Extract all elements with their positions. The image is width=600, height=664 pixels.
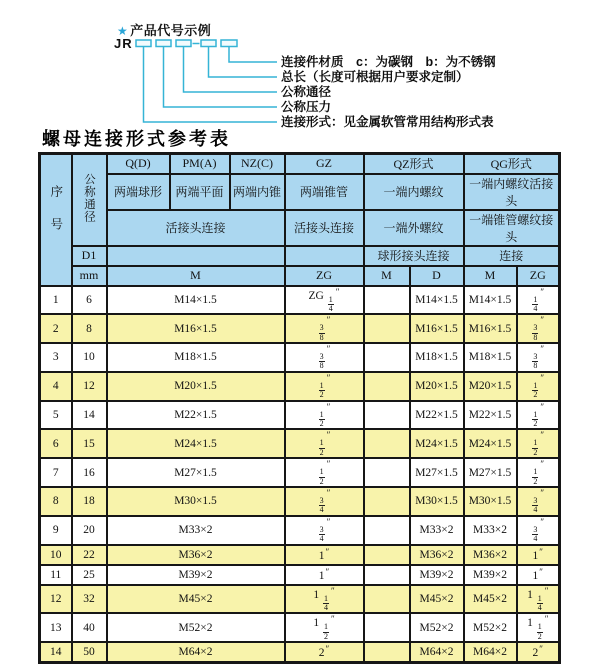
table-row — [40, 372, 560, 401]
fraction: $\frac{1}{2}$ — [319, 380, 324, 400]
header-unit-qz-d: D — [410, 266, 464, 286]
header-seq — [40, 154, 72, 286]
table-title: 螺母连接形式参考表 — [42, 129, 231, 149]
table-row — [40, 314, 560, 343]
table-cell: M45×2 — [107, 585, 285, 614]
table-cell — [364, 286, 410, 315]
inch-mark: ″ — [540, 430, 545, 441]
table-cell: M52×2 — [107, 613, 285, 642]
table-cell — [517, 401, 560, 430]
inch-mark: ″ — [540, 286, 545, 297]
fraction: $\frac{1}{2}$ — [533, 380, 538, 400]
fraction: $\frac{3}{8}$ — [533, 352, 538, 371]
table-cell — [285, 429, 364, 458]
header-connect: 连接 — [464, 246, 560, 266]
table-cell: 16 — [72, 458, 107, 487]
inch-mark: ″ — [540, 372, 545, 383]
inch-mark: ″ — [325, 644, 330, 655]
table-row — [40, 585, 560, 614]
table-row — [40, 429, 560, 458]
table-cell: M52×2 — [410, 613, 464, 642]
header-group-gz: GZ — [285, 154, 364, 174]
table-row — [40, 487, 560, 516]
fraction: $\frac{1}{2}$ — [533, 409, 538, 429]
table-cell — [364, 429, 410, 458]
inch-mark: ″ — [540, 315, 545, 326]
fraction: $\frac{1}{2}$ — [319, 438, 324, 457]
header-d1-blank-gz — [285, 246, 364, 266]
inch-mark: ″ — [539, 567, 543, 578]
table-cell: 10 — [40, 545, 72, 565]
header-group-pma: PM(A) — [170, 154, 230, 174]
table-row — [40, 458, 560, 487]
inch-mark: ″ — [539, 547, 543, 558]
code-prefix: JR — [114, 36, 133, 51]
table-row — [40, 286, 560, 315]
header-nominal-diameter — [72, 154, 107, 246]
header-end-qg: 一端内螺纹活接头 — [464, 174, 560, 210]
table-cell: 13 — [40, 613, 72, 642]
inch-mark: ″ — [326, 372, 331, 383]
table-row — [40, 565, 560, 585]
table-cell: 1″ — [517, 565, 560, 585]
table-cell: M45×2 — [464, 585, 517, 614]
table-cell: M16×1.5 — [107, 314, 285, 343]
fraction: $\frac{3}{8}$ — [533, 323, 538, 342]
table-cell: M20×1.5 — [107, 372, 285, 401]
table-cell: 4 — [40, 372, 72, 401]
fraction: $\frac{1}{4}$ — [533, 294, 538, 313]
table-cell: M30×1.5 — [107, 487, 285, 516]
header-seq-label: 序号 — [48, 185, 63, 251]
table-cell — [285, 458, 364, 487]
table-cell: M14×1.5 — [410, 286, 464, 315]
header-end-gz: 两端锥管 — [285, 174, 364, 210]
table-cell: 14 — [72, 401, 107, 430]
inch-mark: ″ — [540, 487, 545, 498]
table-cell — [517, 429, 560, 458]
table-cell: M18×1.5 — [107, 343, 285, 372]
table-cell — [517, 487, 560, 516]
fraction: $\frac{1}{4}$ — [537, 593, 542, 612]
table-cell: M27×1.5 — [464, 458, 517, 487]
header-group-qz: QZ形式 — [364, 154, 464, 174]
header-joint-union: 活接头连接 — [107, 210, 285, 246]
table-cell: M30×1.5 — [464, 487, 517, 516]
fraction: $\frac{3}{4}$ — [319, 524, 324, 544]
fraction: $\frac{1}{2}$ — [537, 622, 542, 641]
inch-mark: ″ — [326, 315, 331, 326]
diagram-label-diameter: 公称通径 — [281, 85, 332, 99]
table-cell — [285, 314, 364, 343]
table-cell — [364, 585, 410, 614]
header-end-nzc: 两端内锥 — [230, 174, 285, 210]
table-row — [40, 545, 560, 565]
table-cell — [364, 401, 410, 430]
table-cell: 2″ — [517, 642, 560, 662]
header-row-d1 — [40, 246, 560, 266]
table-cell — [517, 372, 560, 401]
header-end-qz: 一端内螺纹 — [364, 174, 464, 210]
table-cell: 1 $\frac{1}{4}$ ″ — [285, 585, 364, 614]
table-cell — [285, 343, 364, 372]
table-cell: 14 — [40, 642, 72, 662]
table-cell: 1″ — [285, 565, 364, 585]
header-group-qd: Q(D) — [107, 154, 170, 174]
header-d1: D1 — [72, 246, 107, 266]
table-cell: 1 $\frac{1}{2}$ ″ — [517, 613, 560, 642]
table-row — [40, 343, 560, 372]
inch-mark: ″ — [326, 487, 331, 498]
header-mm: mm — [72, 266, 107, 286]
fraction: $\frac{1}{2}$ — [319, 409, 324, 429]
inch-mark: ″ — [325, 547, 330, 558]
table-cell: 32 — [72, 585, 107, 614]
header-group-nzc: NZ(C) — [230, 154, 285, 174]
table-cell: 12 — [72, 372, 107, 401]
fraction: $\frac{1}{2}$ — [323, 622, 328, 641]
header-unit-qz-m: M — [364, 266, 410, 286]
header-unit-zg: ZG — [285, 266, 364, 286]
table-cell — [364, 613, 410, 642]
table-cell: M24×1.5 — [464, 429, 517, 458]
table-cell — [364, 314, 410, 343]
diagram-label-material: 连接件材质 c：为碳钢 b：为不锈钢 — [281, 55, 496, 69]
table-cell — [364, 372, 410, 401]
table-cell: 8 — [40, 487, 72, 516]
header-unit-qg-zg: ZG — [517, 266, 560, 286]
fraction: $\frac{1}{2}$ — [533, 438, 538, 457]
fraction: $\frac{1}{2}$ — [533, 467, 538, 486]
table-cell: M14×1.5 — [107, 286, 285, 315]
header-ball-joint: 球形接头连接 — [364, 246, 464, 266]
header-row-units — [40, 266, 560, 286]
table-cell — [285, 487, 364, 516]
inch-mark: ″ — [540, 401, 545, 412]
inch-mark: ″ — [330, 614, 335, 625]
header-joint-gz: 活接头连接 — [285, 210, 364, 246]
table-cell: 2 — [40, 314, 72, 343]
table-cell — [517, 458, 560, 487]
header-nominal-diameter-label: 公称通径 — [83, 172, 95, 223]
table-cell: M36×2 — [107, 545, 285, 565]
inch-mark: ″ — [544, 585, 549, 596]
diagram-heading-text: 产品代号示例 — [130, 23, 212, 38]
header-end-pma: 两端平面 — [170, 174, 230, 210]
table-cell: 5 — [40, 401, 72, 430]
nut-connection-reference-table — [38, 152, 561, 664]
inch-mark: ″ — [326, 459, 331, 470]
table-row — [40, 516, 560, 545]
inch-mark: ″ — [544, 614, 549, 625]
table-cell: 8 — [72, 314, 107, 343]
table-cell — [364, 516, 410, 545]
table-cell: 18 — [72, 487, 107, 516]
table-header — [40, 154, 560, 286]
header-row-groups — [40, 154, 560, 174]
table-cell — [517, 516, 560, 545]
header-row-endtypes — [40, 174, 560, 210]
table-cell: 50 — [72, 642, 107, 662]
diagram-label-length: 总长（长度可根据用户要求定制） — [281, 70, 469, 84]
table-cell: M27×1.5 — [107, 458, 285, 487]
header-unit-qg-m: M — [464, 266, 517, 286]
inch-mark: ″ — [326, 430, 331, 441]
inch-mark: ″ — [330, 585, 335, 596]
table-cell: M33×2 — [107, 516, 285, 545]
table-cell: M16×1.5 — [464, 314, 517, 343]
inch-mark: ″ — [540, 459, 545, 470]
table-row — [40, 642, 560, 662]
table-cell — [364, 458, 410, 487]
table-cell: M24×1.5 — [107, 429, 285, 458]
table-cell: 1 — [40, 286, 72, 315]
table-cell — [285, 401, 364, 430]
table-cell: M39×2 — [464, 565, 517, 585]
table-cell — [364, 565, 410, 585]
fraction: $\frac{1}{2}$ — [319, 467, 324, 486]
table-cell: 25 — [72, 565, 107, 585]
table-cell — [364, 343, 410, 372]
inch-mark: ″ — [540, 344, 545, 355]
table-cell: M52×2 — [464, 613, 517, 642]
table-cell: 1″ — [517, 545, 560, 565]
table-cell: ZG $\frac{1}{4}$ ″ — [285, 286, 364, 315]
inch-mark: ″ — [326, 401, 331, 412]
table-cell: M14×1.5 — [464, 286, 517, 315]
table-cell: 6 — [40, 429, 72, 458]
table-cell: 11 — [40, 565, 72, 585]
table-cell — [517, 314, 560, 343]
table-cell: M20×1.5 — [410, 372, 464, 401]
table-cell — [285, 516, 364, 545]
table-cell: 10 — [72, 343, 107, 372]
fraction: $\frac{3}{4}$ — [533, 495, 538, 515]
inch-mark: ″ — [326, 344, 331, 355]
table-cell: 20 — [72, 516, 107, 545]
table-cell: M64×2 — [107, 642, 285, 662]
table-cell: M64×2 — [464, 642, 517, 662]
header-joint-qz: 一端外螺纹 — [364, 210, 464, 246]
header-end-qd: 两端球形 — [107, 174, 170, 210]
table-cell: 9 — [40, 516, 72, 545]
fraction: $\frac{1}{4}$ — [323, 593, 328, 612]
table-cell: M36×2 — [410, 545, 464, 565]
table-cell: M22×1.5 — [410, 401, 464, 430]
table-cell: M30×1.5 — [410, 487, 464, 516]
inch-mark: ″ — [335, 286, 340, 297]
table-cell: 1″ — [285, 545, 364, 565]
table-cell: M33×2 — [410, 516, 464, 545]
table-cell: 7 — [40, 458, 72, 487]
table-cell: 6 — [72, 286, 107, 315]
inch-mark: ″ — [326, 516, 331, 527]
fraction: $\frac{1}{4}$ — [328, 294, 333, 313]
table-cell: M33×2 — [464, 516, 517, 545]
table-cell: 1 $\frac{1}{2}$ ″ — [285, 613, 364, 642]
header-row-joint — [40, 210, 560, 246]
table-cell: M18×1.5 — [410, 343, 464, 372]
table-cell: M36×2 — [464, 545, 517, 565]
table-body — [40, 286, 560, 663]
table-cell: 40 — [72, 613, 107, 642]
diagram-label-pressure: 公称压力 — [281, 100, 332, 114]
inch-mark: ″ — [539, 644, 543, 655]
header-joint-qg: 一端锥管螺纹接头 — [464, 210, 560, 246]
diagram-label-connection: 连接形式：见金属软管常用结构形式表 — [281, 115, 494, 129]
table-cell: 2″ — [285, 642, 364, 662]
table-cell — [517, 286, 560, 315]
inch-mark: ″ — [325, 567, 330, 578]
header-group-qg: QG形式 — [464, 154, 560, 174]
table-cell — [364, 545, 410, 565]
table-cell — [364, 487, 410, 516]
header-unit-m-wide: M — [107, 266, 285, 286]
table-cell: 3 — [40, 343, 72, 372]
inch-mark: ″ — [540, 516, 545, 527]
table-cell: M22×1.5 — [107, 401, 285, 430]
table-cell: M22×1.5 — [464, 401, 517, 430]
fraction: $\frac{3}{4}$ — [319, 495, 324, 515]
table-cell: M16×1.5 — [410, 314, 464, 343]
header-d1-blank-left — [107, 246, 285, 266]
table-cell: 12 — [40, 585, 72, 614]
table-cell: M18×1.5 — [464, 343, 517, 372]
product-code-diagram — [0, 0, 600, 135]
table-cell: 15 — [72, 429, 107, 458]
fraction: $\frac{3}{4}$ — [533, 524, 538, 544]
table-row — [40, 401, 560, 430]
table-cell: M24×1.5 — [410, 429, 464, 458]
fraction: $\frac{3}{8}$ — [319, 352, 324, 371]
table-cell: M64×2 — [410, 642, 464, 662]
table-cell — [364, 642, 410, 662]
table-cell: 1 $\frac{1}{4}$ ″ — [517, 585, 560, 614]
star-icon: ★ — [117, 24, 129, 38]
table-cell — [285, 372, 364, 401]
table-cell: M45×2 — [410, 585, 464, 614]
table-cell: M20×1.5 — [464, 372, 517, 401]
table-cell: M39×2 — [107, 565, 285, 585]
table-cell — [517, 343, 560, 372]
table-row — [40, 613, 560, 642]
table-cell: M39×2 — [410, 565, 464, 585]
fraction: $\frac{3}{8}$ — [319, 323, 324, 342]
table-cell: M27×1.5 — [410, 458, 464, 487]
table-cell: 22 — [72, 545, 107, 565]
